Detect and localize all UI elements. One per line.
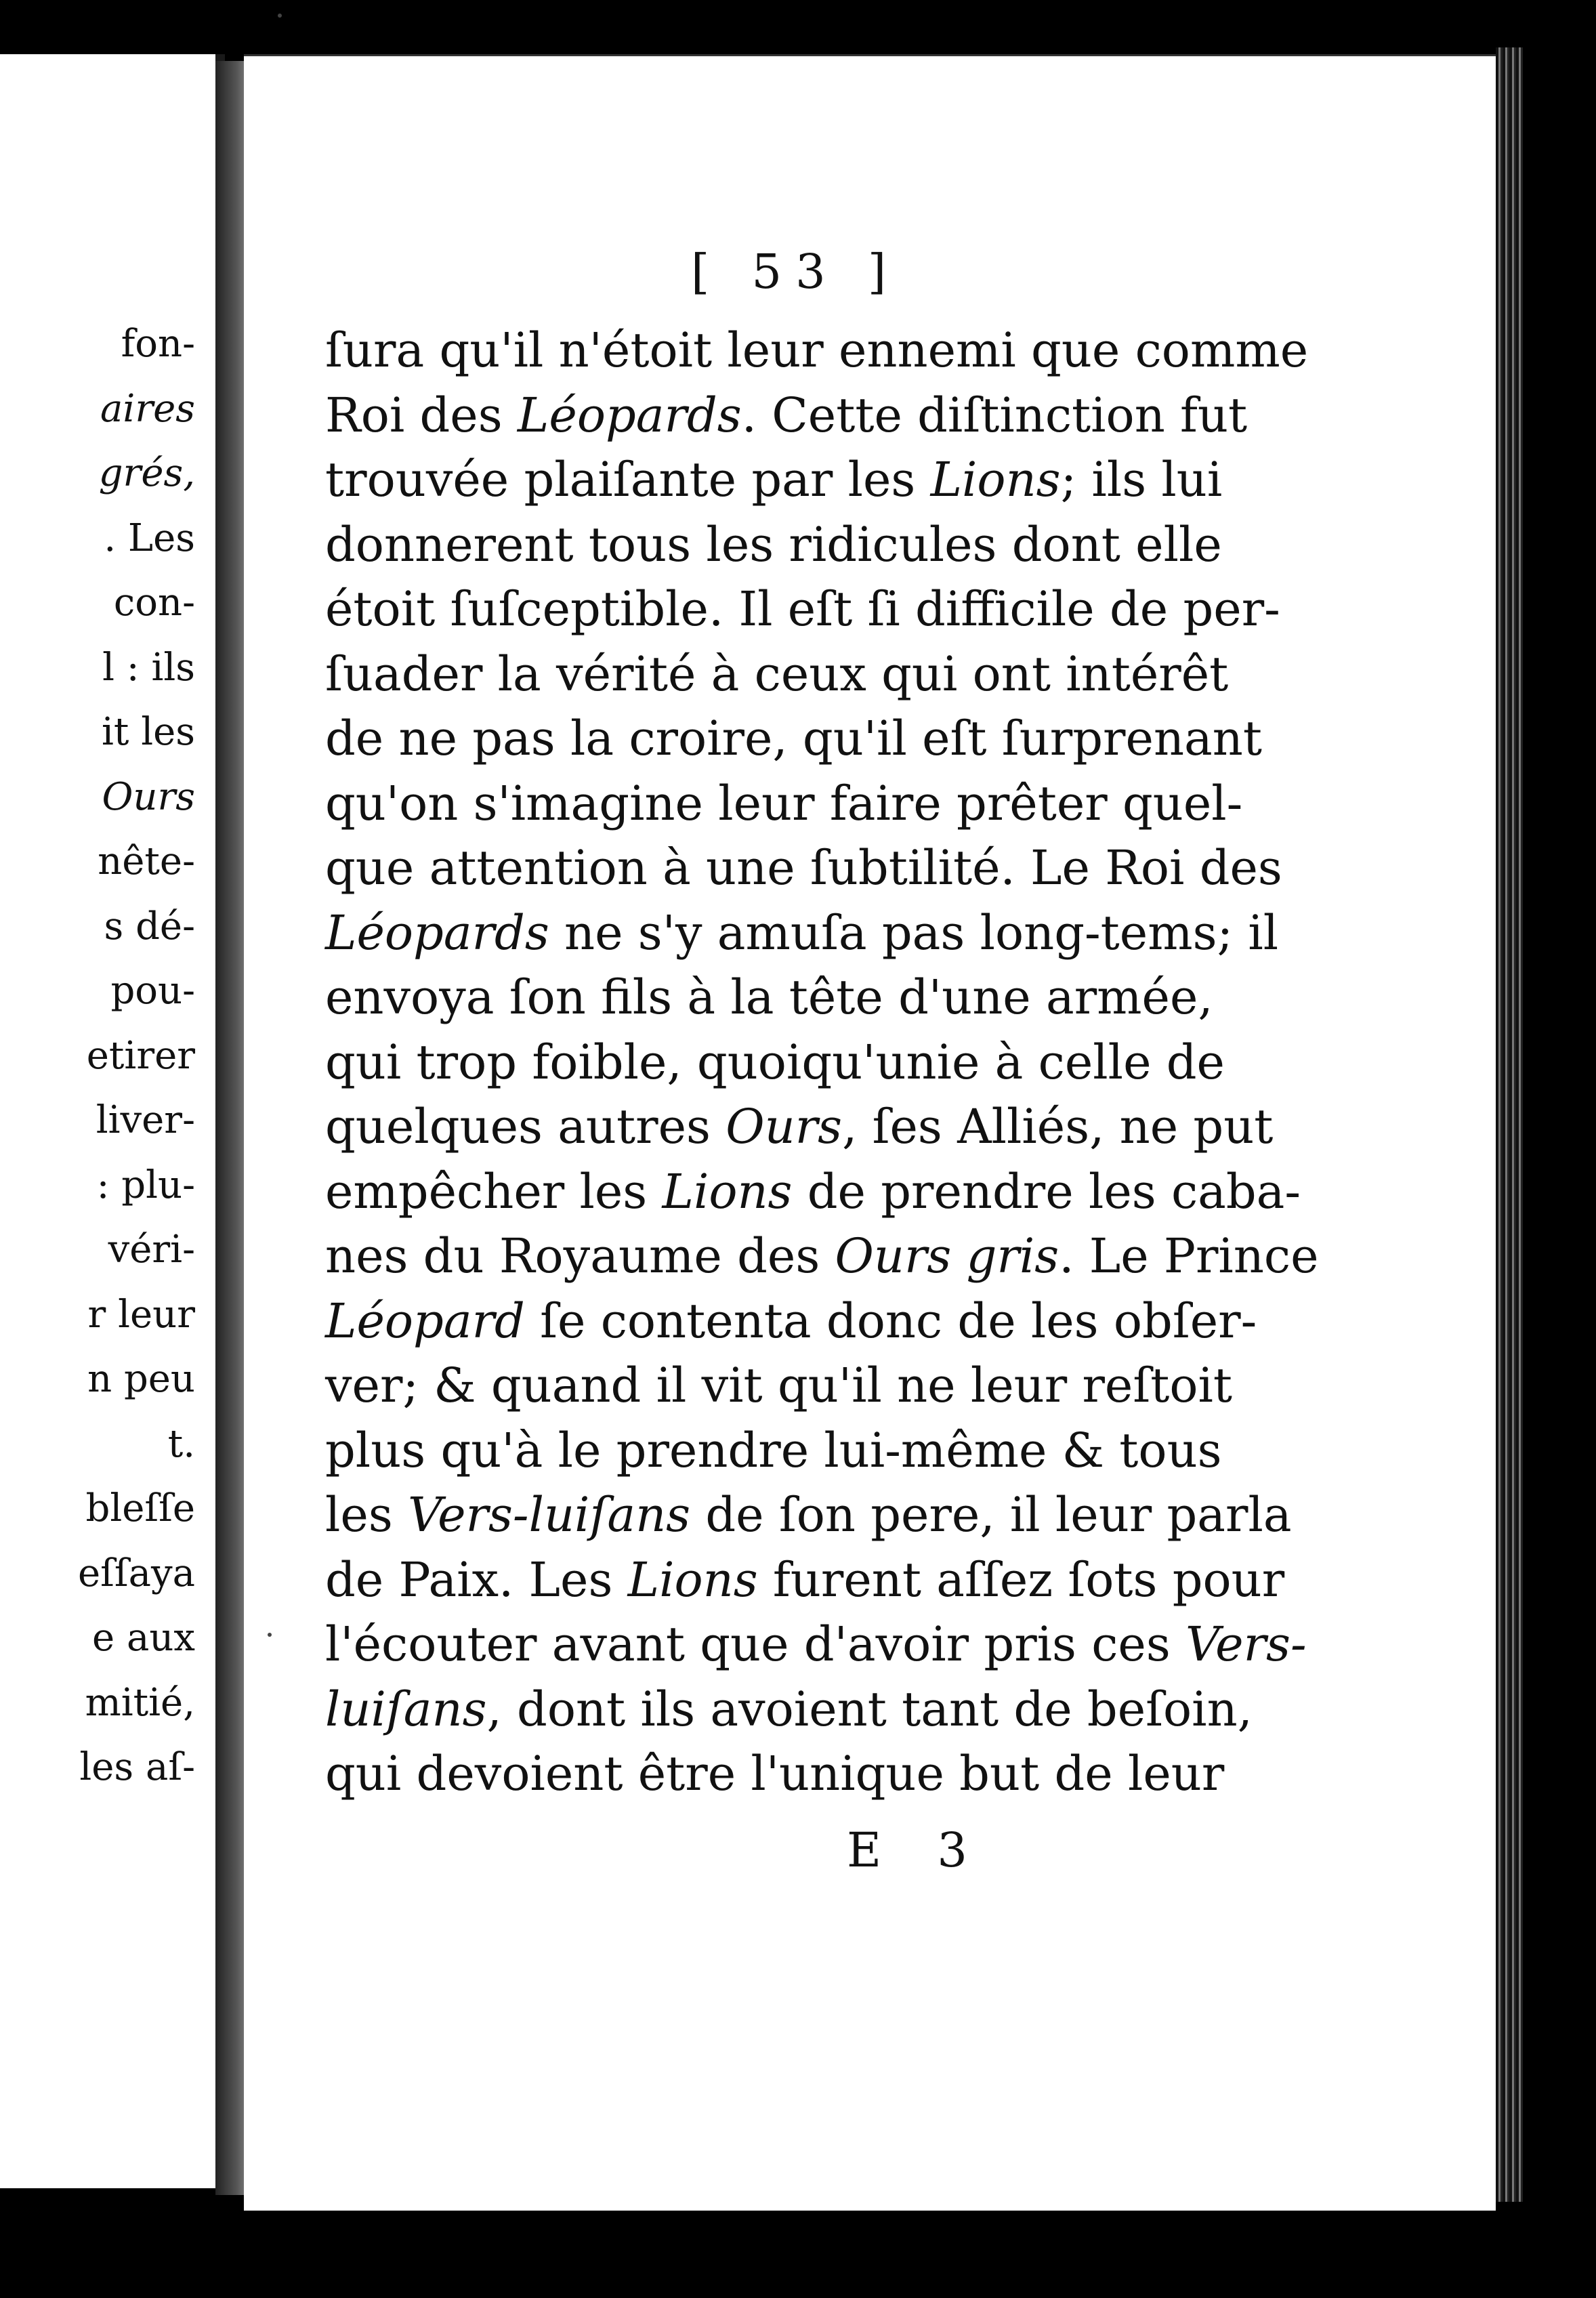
left-page-line: etirer [86, 1033, 195, 1078]
left-page-line: pou- [110, 969, 195, 1013]
text-segment: les [325, 1487, 408, 1543]
text-segment: ſura qu'il n'étoit leur ennemi que comme [325, 322, 1309, 378]
text-segment: de prendre les caba- [792, 1163, 1301, 1219]
text-segment: ſuader la vérité à ceux qui ont intérêt [325, 646, 1229, 702]
text-segment: de Paix. Les [325, 1551, 628, 1608]
italic-term: Vers-luiſans [408, 1487, 691, 1543]
italic-term: Léopards [517, 387, 742, 443]
text-line [325, 836, 1282, 901]
text-line [325, 1483, 1292, 1548]
text-line [325, 1612, 1307, 1677]
text-line [325, 1419, 1222, 1484]
text-segment: l'écouter avant que d'avoir pris ces [325, 1616, 1186, 1672]
left-page-line: s dé- [104, 904, 195, 948]
text-line [325, 1354, 1233, 1419]
text-line [325, 1548, 1285, 1613]
italic-term: luiſans [325, 1681, 487, 1737]
left-page-line: : plu- [96, 1163, 195, 1207]
text-line [325, 1224, 1319, 1289]
text-line [325, 772, 1243, 837]
text-line [325, 901, 1279, 966]
text-segment: ne s'y amuſa pas long-tems; il [549, 904, 1279, 961]
text-segment: nes du Royaume des [325, 1228, 835, 1284]
text-line [325, 707, 1262, 772]
text-line [325, 1095, 1274, 1160]
left-page-line: t. [167, 1421, 195, 1466]
text-segment: qui devoient être l'unique but de leur [325, 1746, 1225, 1801]
text-segment: , ſes Alliés, ne put [842, 1099, 1274, 1154]
text-line [325, 318, 1309, 383]
italic-term: Vers- [1185, 1616, 1307, 1672]
text-segment: envoya ſon fils à la tête d'une armée, [325, 969, 1213, 1025]
text-line [325, 1677, 1253, 1742]
left-page-line: bleſſe [85, 1486, 195, 1530]
print-speck [268, 1633, 272, 1637]
text-segment: étoit ſuſceptible. Il eſt ſi difficile de per- [325, 581, 1280, 637]
left-page-line: véri- [108, 1228, 195, 1272]
italic-term: Léopards [325, 904, 549, 961]
text-segment: ; ils lui [1060, 452, 1223, 507]
text-line [325, 1289, 1257, 1354]
italic-term: Lions [627, 1551, 758, 1608]
text-segment: de ſon pere, il leur parla [690, 1487, 1292, 1543]
text-line [325, 1742, 1225, 1807]
signature-mark: E 3 [847, 1822, 988, 1878]
left-page-line: it les [101, 710, 195, 754]
text-segment: ver; & quand il vit qu'il ne leur reſtoit [325, 1358, 1233, 1413]
text-segment: . Le Prince [1059, 1228, 1319, 1284]
text-segment: quelques autres [325, 1099, 726, 1154]
facing-page-left [0, 54, 225, 2188]
body-text [325, 318, 1319, 1807]
left-page-line: mitié, [85, 1680, 195, 1725]
text-line [325, 1160, 1301, 1225]
left-page-line: n peu [87, 1357, 195, 1401]
text-segment: furent aſſez ſots pour [757, 1551, 1285, 1608]
text-segment: plus qu'à le prendre lui-même & tous [325, 1422, 1222, 1478]
text-line [325, 965, 1213, 1030]
text-line [325, 577, 1280, 642]
text-segment: qui trop foible, quoiqu'unie à celle de [325, 1034, 1225, 1090]
text-segment: de ne pas la croire, qu'il eſt ſurprenant [325, 711, 1262, 766]
text-line [325, 642, 1229, 707]
text-segment: que attention à une ſubtilité. Le Roi des [325, 840, 1282, 896]
italic-term: Léopard [325, 1293, 525, 1349]
text-segment: donnerent tous les ridicules dont elle [325, 516, 1222, 572]
text-line [325, 1030, 1225, 1095]
text-segment: , dont ils avoient tant de beſoin, [486, 1681, 1253, 1737]
left-page-line: eſſaya [77, 1551, 195, 1595]
page-number: [ 53 ] [691, 244, 900, 299]
left-page-line: con- [113, 581, 195, 625]
left-page-line: . Les [104, 516, 195, 560]
left-page-line: e aux [92, 1616, 195, 1660]
left-page-line: Ours [102, 774, 195, 819]
left-page-line: r leur [87, 1292, 195, 1337]
text-line [325, 448, 1223, 513]
italic-term: Lions [930, 452, 1061, 507]
page-edge [1496, 47, 1523, 2202]
left-page-line: les aſ- [79, 1745, 195, 1789]
text-segment: qu'on s'imagine leur faire prêter quel- [325, 775, 1243, 831]
left-page-line: aires [100, 386, 195, 431]
text-segment: trouvée plaiſante par les [325, 452, 931, 507]
left-page-line: fon- [121, 322, 195, 366]
text-line [325, 383, 1248, 448]
text-segment: . Cette diſtinction fut [741, 387, 1248, 443]
text-line [325, 513, 1222, 578]
italic-term: Lions [662, 1163, 793, 1219]
text-segment: Roi des [325, 387, 518, 443]
left-page-line: grés, [98, 451, 195, 495]
italic-term: Ours [726, 1099, 843, 1154]
text-segment: empêcher les [325, 1163, 663, 1219]
left-page-line: l : ils [102, 645, 195, 690]
print-speck [278, 14, 282, 18]
left-page-line: nête- [98, 839, 195, 883]
left-page-line: liver- [96, 1098, 195, 1142]
italic-term: Ours gris [835, 1228, 1059, 1284]
text-segment: ſe contenta donc de les obſer- [524, 1293, 1257, 1349]
